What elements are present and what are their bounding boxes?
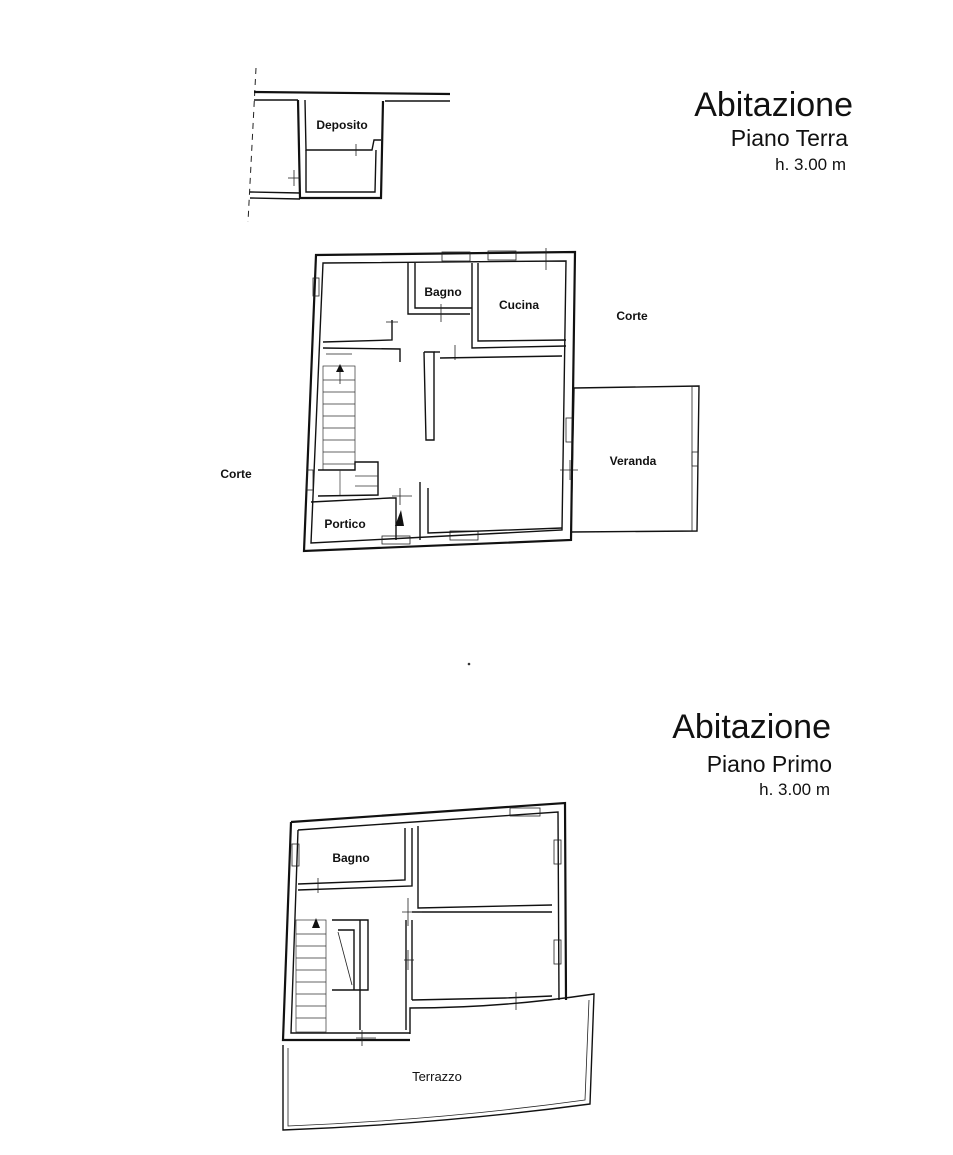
room-label-bagno-first: Bagno	[332, 851, 370, 865]
ground-floor-title: Abitazione	[694, 86, 853, 124]
ground-floor-staircase	[318, 354, 378, 496]
deposito-annex	[248, 68, 450, 222]
room-label-portico: Portico	[324, 517, 366, 531]
first-floor-height: h. 3.00 m	[759, 780, 830, 799]
room-label-bagno-ground: Bagno	[424, 285, 462, 299]
first-floor-staircase	[296, 918, 368, 1032]
room-label-corte-right: Corte	[616, 309, 648, 323]
room-label-cucina: Cucina	[498, 298, 540, 312]
room-label-corte-left: Corte	[220, 467, 252, 481]
ground-floor-level: Piano Terra	[730, 125, 848, 151]
room-label-terrazzo: Terrazzo	[412, 1069, 462, 1084]
ground-floor-house	[304, 248, 578, 551]
first-floor-house	[283, 803, 566, 1046]
first-floor-title-block	[672, 708, 832, 799]
room-label-deposito: Deposito	[316, 118, 368, 132]
terrazzo	[283, 994, 594, 1130]
ground-floor-title-block	[694, 86, 853, 174]
veranda	[571, 386, 699, 532]
first-floor-title: Abitazione	[672, 708, 831, 746]
room-label-veranda: Veranda	[609, 454, 657, 468]
first-floor-level: Piano Primo	[706, 751, 832, 777]
ground-floor-height: h. 3.00 m	[775, 155, 846, 174]
